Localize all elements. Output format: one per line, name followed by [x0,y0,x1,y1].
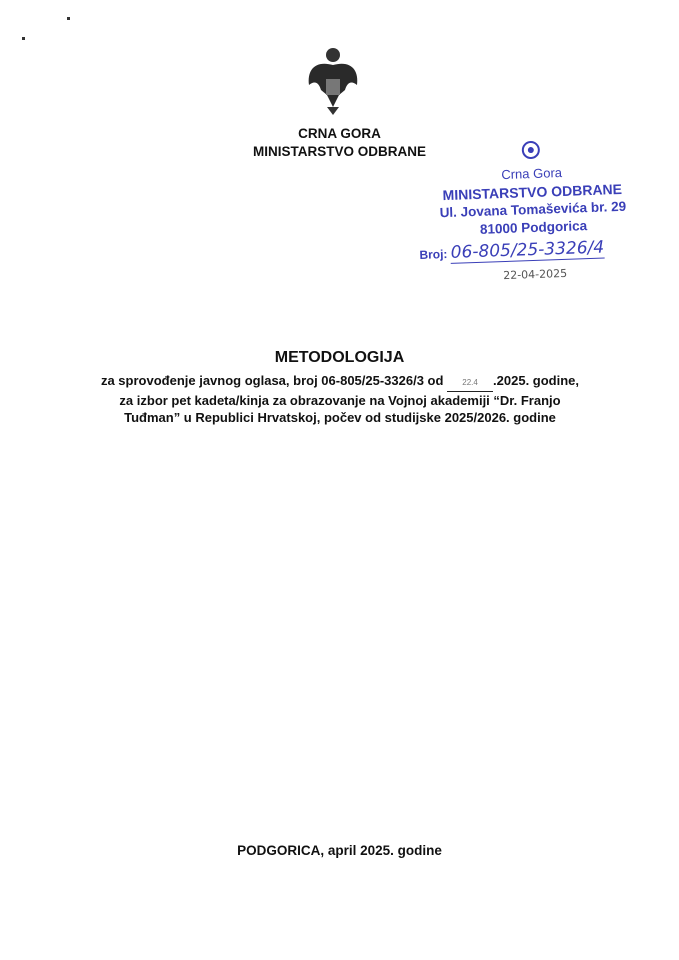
subtitle-line2: za izbor pet kadeta/kinja za obrazovanje na Vojnoj akademiji “Dr. Franjo [119,393,561,408]
document-subtitle [40,372,640,426]
stamp-line3: Ul. Jovana Tomaševića br. 29 [439,198,627,221]
registry-stamp [416,136,651,288]
header-ministry: MINISTARSTVO ODBRANE [252,144,426,159]
stamp-line2: MINISTARSTVO ODBRANE [442,180,623,204]
handwritten-date: 22.4 [447,374,493,392]
header-country: CRNA GORA [298,126,381,141]
stamp-line4: 81000 Podgorica [479,218,588,237]
stamp-crest-icon [519,140,542,161]
coat-of-arms-icon [305,45,361,117]
stamp-broj-value: 06-805/25-3326/4 [450,237,605,263]
subtitle-line3: Tuđman” u Republici Hrvatskoj, počev od studijske 2025/2026. godine [124,410,556,425]
document-title: METODOLOGIJA [274,349,405,366]
scan-mark [67,17,70,20]
stamp-broj-label: Broj: [419,247,448,262]
stamp-line1: Crna Gora [501,164,563,183]
scan-mark [22,37,25,40]
subtitle-line1b: .2025. godine, [493,373,580,388]
document-footer: PODGORICA, april 2025. godine [237,843,442,858]
stamp-date: 22-04-2025 [503,266,568,283]
subtitle-line1a: za sprovođenje javnog oglasa, broj 06-805/25-3326/3 od [100,373,448,388]
